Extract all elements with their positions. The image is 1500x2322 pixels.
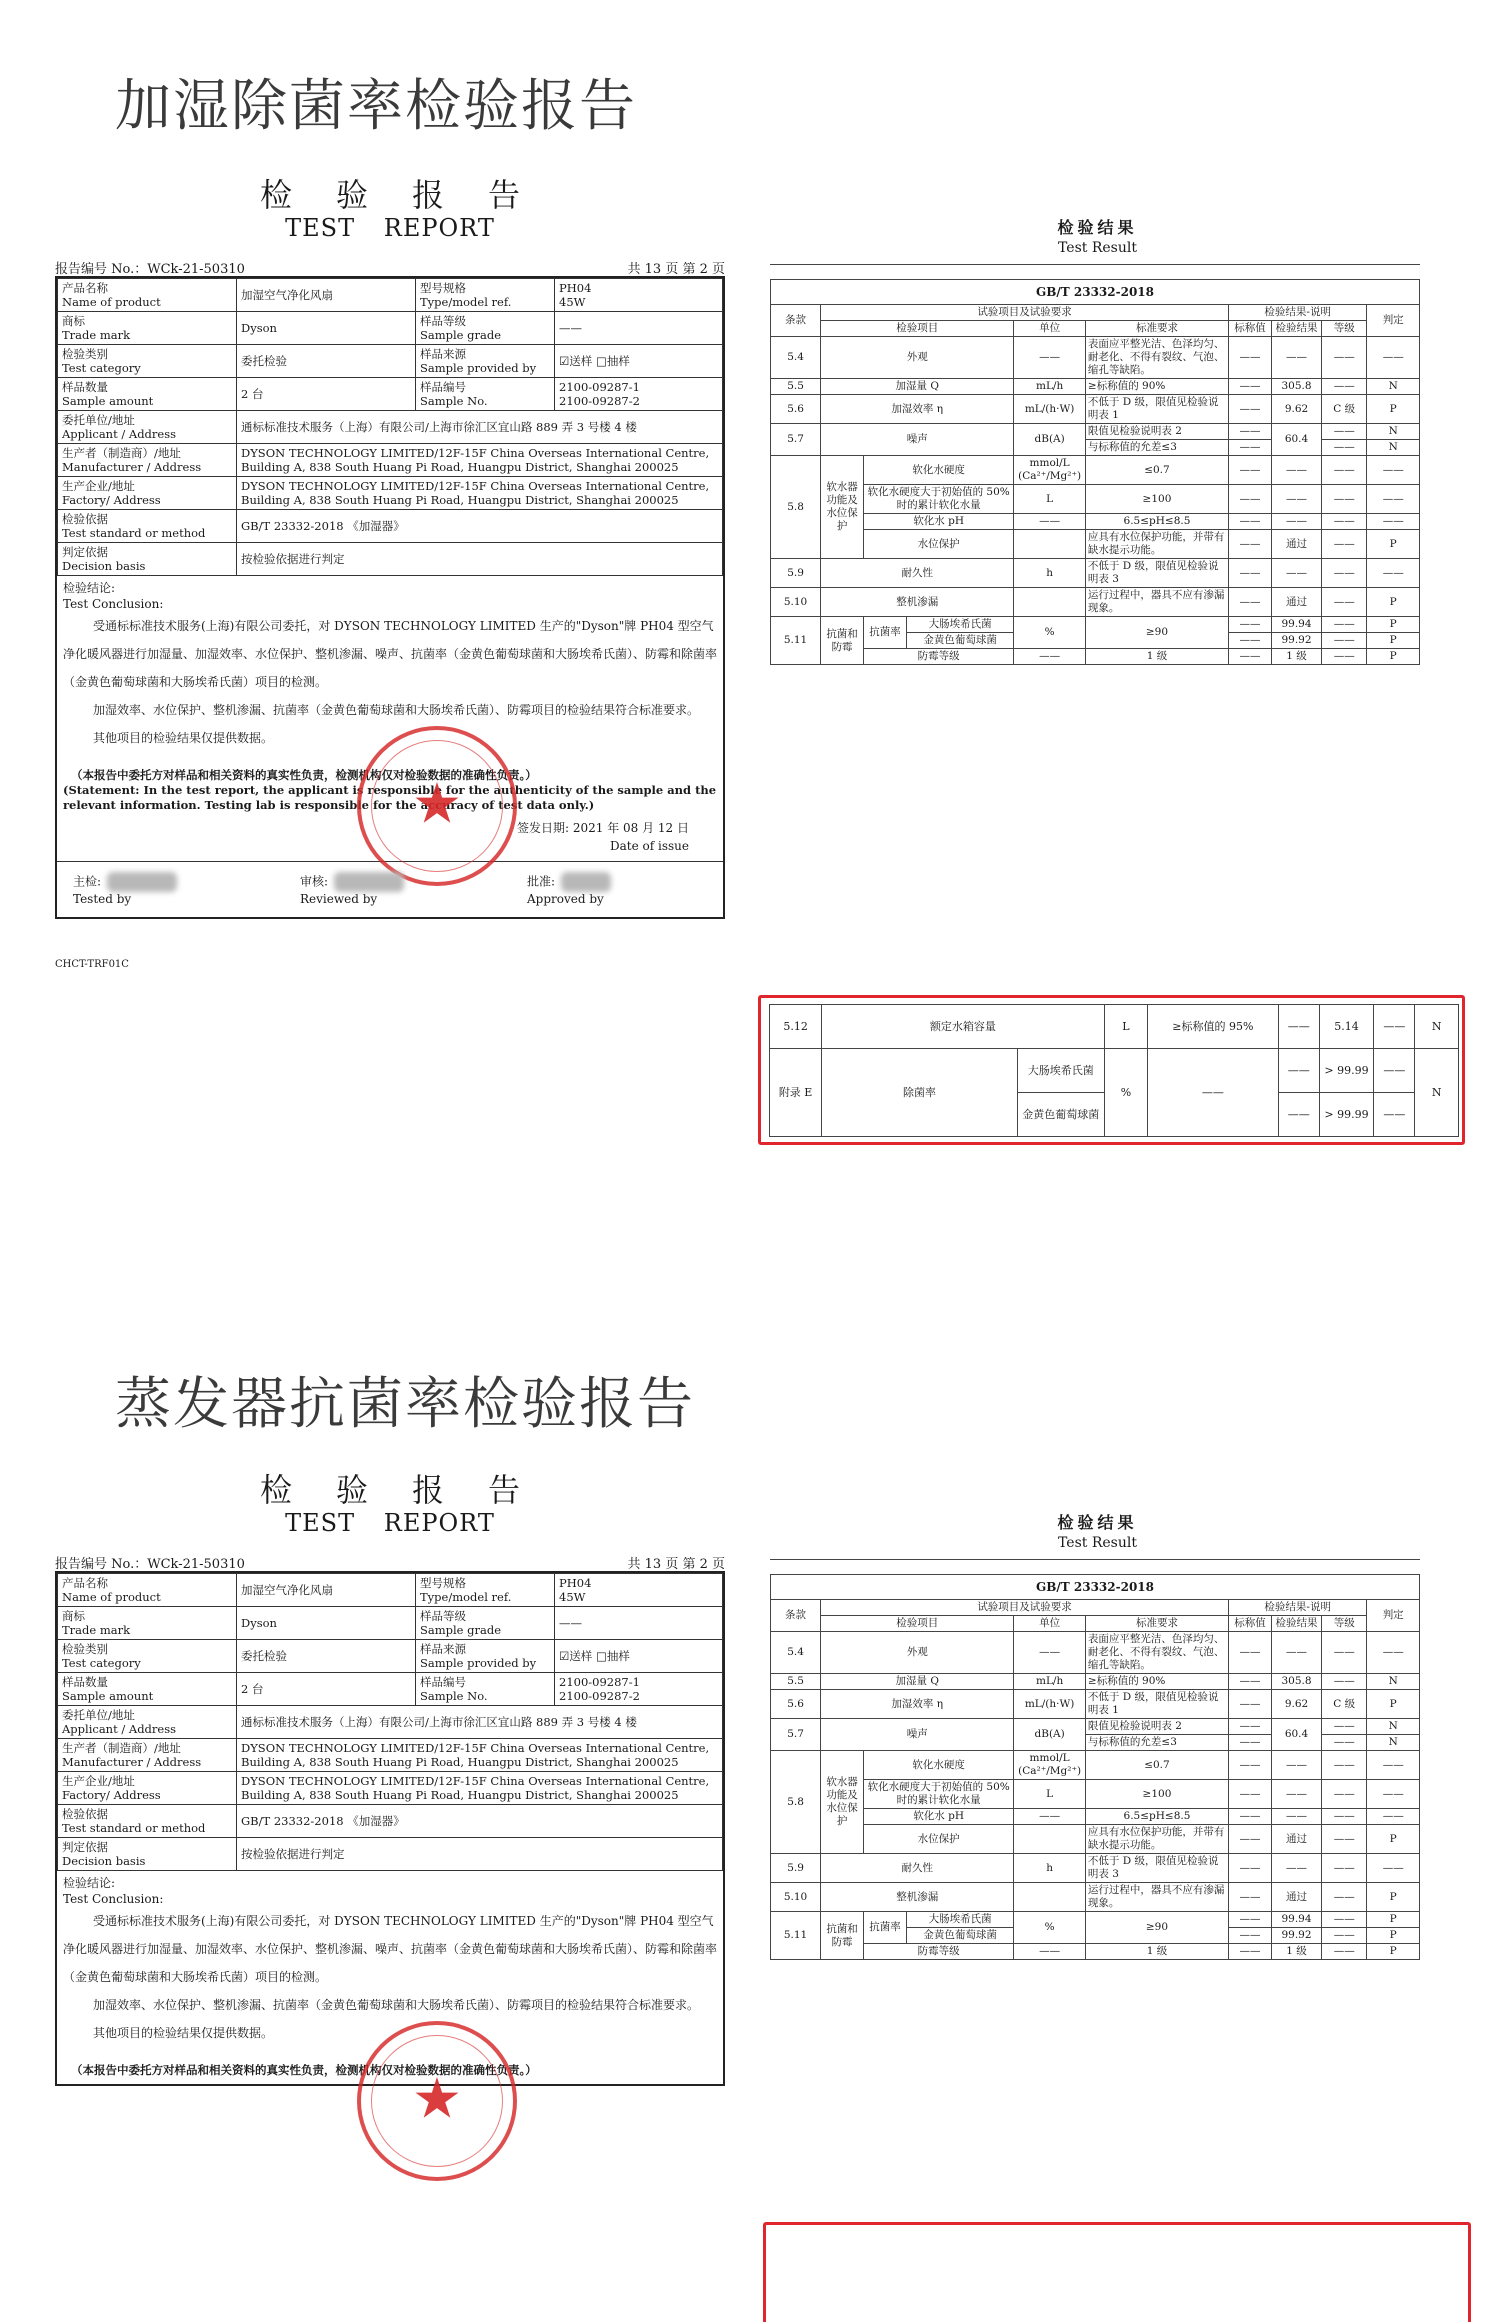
header-nominal: 标称值 [1229, 321, 1272, 337]
table-row [58, 1574, 723, 1607]
field-label: 样品来源 [420, 347, 466, 361]
table-row [58, 1607, 723, 1640]
field-label: 样品等级 [420, 1609, 466, 1623]
test-result [770, 215, 1425, 665]
field-label-en: Sample grade [420, 1623, 502, 1637]
table-row: 5.8 软水器功能及水位保护 软化水硬度 mmol/L (Ca²⁺/Mg²⁺) ≤0.7 —— —— —— —— [771, 456, 1420, 485]
report-table-box [55, 1571, 725, 2132]
result-title: 检验结果 [1057, 1513, 1138, 1532]
field-label-en: Sample No. [420, 1689, 488, 1703]
form-code: CHCT-TRF01C [55, 959, 129, 970]
signature-label: 批准: [527, 874, 556, 889]
field-value: 2100-09287-1 2100-09287-2 [555, 378, 723, 411]
conclusion-label-en: Test Conclusion: [63, 1892, 164, 1906]
table-row [58, 378, 723, 411]
highlighted-result-table [769, 1004, 1459, 1137]
field-label: 检验类别 [62, 1642, 108, 1656]
field-label: 样品来源 [420, 1642, 466, 1656]
table-row: 金黄色葡萄球菌 —— 99.92 —— P [771, 1928, 1420, 1944]
field-label-en: Test standard or method [62, 526, 206, 540]
table-row: 水位保护 应具有水位保护功能，并带有缺水提示功能。 —— 通过 —— P [771, 530, 1420, 559]
field-value: DYSON TECHNOLOGY LIMITED/12F-15F China Overseas International Centre, Building A, 838 South Huang Pi Road, Huangpu District, Shanghai 200025 [237, 1772, 723, 1805]
table-row: 5.6 加湿效率 η mL/(h·W) 不低于 D 级，限值见检验说明表 1 —— 9.62 C 级 P [771, 1690, 1420, 1719]
result-subtitle: Test Result [1058, 240, 1137, 256]
field-value: —— [555, 1607, 723, 1640]
header-grade: 等级 [1322, 1616, 1367, 1632]
field-value: 加湿空气净化风扇 [237, 1574, 416, 1607]
report-title-en: TEST REPORT [285, 1509, 495, 1537]
table-row: 软化水硬度大于初始值的 50%时的累计软化水量 L ≥100 —— —— —— —— [771, 1780, 1420, 1809]
table-row: 5.7 噪声 dB(A) 限值见检验说明表 2 —— 60.4 —— N [771, 1719, 1420, 1735]
field-value: 委托检验 [237, 345, 416, 378]
signature-approved [527, 872, 707, 907]
table-row: 5.9 耐久性 h 不低于 D 级，限值见检验说明表 3 —— —— —— —— [771, 559, 1420, 588]
report-meta [55, 258, 725, 277]
table-row: 5.8 软水器功能及水位保护 软化水硬度 mmol/L (Ca²⁺/Mg²⁺) ≤0.7 —— —— —— —— [771, 1751, 1420, 1780]
conclusion-text: 受通标标准技术服务(上海)有限公司委托，对 DYSON TECHNOLOGY LIMITED 生产的"Dyson"牌 PH04 型空气净化暖风器进行加湿量、加湿效率、水位保护、整机渗漏、噪声、抗菌率（金黄色葡萄球菌和大肠埃希氏菌）、防霉和除菌率（金黄色葡萄球菌和大肠埃希氏菌）项目的检测。 [63, 619, 718, 689]
field-label: 判定依据 [62, 1840, 108, 1854]
report-number: 报告编号 No.：WCk-21-50310 [55, 262, 245, 277]
issue-date-en: Date of issue [610, 839, 689, 853]
table-row [58, 1805, 723, 1838]
field-label: 商标 [62, 314, 85, 328]
field-value: ☑送样 □抽样 [555, 345, 723, 378]
field-value: DYSON TECHNOLOGY LIMITED/12F-15F China Overseas International Centre, Building A, 838 South Huang Pi Road, Huangpu District, Shanghai 200025 [237, 477, 723, 510]
table-row [58, 1673, 723, 1706]
table-row [58, 543, 723, 576]
table-row [58, 477, 723, 510]
report-title-cn: 检验报告 [259, 176, 564, 214]
conclusion-label: 检验结论: [63, 581, 116, 595]
field-label: 委托单位/地址 [62, 413, 135, 427]
test-report [55, 1465, 725, 2132]
table-row: 软化水 pH —— 6.5≤pH≤8.5 —— —— —— —— [771, 514, 1420, 530]
statement-en: (Statement: In the test report, the applicant is responsible for the authenticity of the sample and the relevant information. Testing lab is responsible for the accuracy of test data only.) [63, 783, 717, 812]
star-icon: ★ [411, 2066, 463, 2132]
conclusion-text: 受通标标准技术服务(上海)有限公司委托，对 DYSON TECHNOLOGY LIMITED 生产的"Dyson"牌 PH04 型空气净化暖风器进行加湿量、加湿效率、水位保护、整机渗漏、噪声、抗菌率（金黄色葡萄球菌和大肠埃希氏菌）、防霉和除菌率（金黄色葡萄球菌和大肠埃希氏菌）项目的检测。 [63, 1914, 718, 1984]
report-info-table [57, 1573, 723, 1871]
table-row: 防霉等级 —— 1 级 —— 1 级 —— P [771, 1944, 1420, 1960]
field-label-en: Type/model ref. [420, 1590, 512, 1604]
table-row: 5.11 抗菌和防霉 抗菌率 大肠埃希氏菌 % ≥90 —— 99.94 —— P [771, 1912, 1420, 1928]
field-label-en: Sample No. [420, 394, 488, 408]
field-label: 检验依据 [62, 512, 108, 526]
field-label: 样品等级 [420, 314, 466, 328]
field-label-en: Applicant / Address [62, 427, 177, 441]
field-label-en: Applicant / Address [62, 1722, 177, 1736]
field-label-en: Manufacturer / Address [62, 1755, 202, 1769]
header-results: 检验结果-说明 [1229, 305, 1367, 321]
header-req: 标准要求 [1085, 1616, 1228, 1632]
header-judge: 判定 [1367, 1600, 1420, 1632]
report-title-cn: 检验报告 [259, 1471, 564, 1509]
table-row: 5.5 加湿量 Q mL/h ≥标称值的 90% —— 305.8 —— N [771, 379, 1420, 395]
header-req: 标准要求 [1085, 321, 1228, 337]
field-label: 产品名称 [62, 1576, 108, 1590]
signature-label-en: Reviewed by [300, 892, 378, 906]
field-value: —— [555, 312, 723, 345]
field-label: 生产者（制造商）/地址 [62, 1741, 181, 1755]
result-table [770, 279, 1420, 665]
field-label: 型号规格 [420, 281, 466, 295]
header-result: 检验结果 [1271, 1616, 1321, 1632]
table-row: 5.10 整机渗漏 运行过程中，器具不应有渗漏现象。 —— 通过 —— P [771, 1883, 1420, 1912]
field-label-en: Manufacturer / Address [62, 460, 202, 474]
signature-label: 审核: [300, 874, 329, 889]
conclusion-text: 加湿效率、水位保护、整机渗漏、抗菌率（金黄色葡萄球菌和大肠埃希氏菌）、防霉项目的检验结果符合标准要求。 [93, 1998, 700, 2012]
table-row: 与标称值的允差≤3 —— —— N [771, 1735, 1420, 1751]
standard-header: GB/T 23332-2018 [771, 280, 1420, 305]
divider [770, 264, 1420, 265]
field-value: 按检验依据进行判定 [237, 543, 723, 576]
signature-label-en: Tested by [73, 892, 132, 906]
field-value: DYSON TECHNOLOGY LIMITED/12F-15F China Overseas International Centre, Building A, 838 South Huang Pi Road, Huangpu District, Shanghai 200025 [237, 1739, 723, 1772]
table-row: 金黄色葡萄球菌 —— 99.92 —— P [771, 633, 1420, 649]
field-value: DYSON TECHNOLOGY LIMITED/12F-15F China Overseas International Centre, Building A, 838 South Huang Pi Road, Huangpu District, Shanghai 200025 [237, 444, 723, 477]
field-label-en: Factory/ Address [62, 1788, 161, 1802]
field-label-en: Sample provided by [420, 1656, 537, 1670]
blurred-signature [107, 872, 177, 892]
table-row: 5.4 外观 —— 表面应平整光洁、色泽均匀、耐老化、不得有裂纹、气泡、缩孔等缺陷。 —— —— —— —— [771, 337, 1420, 379]
field-value: ☑送样 □抽样 [555, 1640, 723, 1673]
issue-date: 签发日期: 2021 年 08 月 12 日 [516, 821, 689, 835]
test-conclusion [57, 576, 723, 861]
field-label: 产品名称 [62, 281, 108, 295]
signature-reviewed [300, 872, 480, 907]
table-row: 软化水 pH —— 6.5≤pH≤8.5 —— —— —— —— [771, 1809, 1420, 1825]
highlight-frame [763, 2222, 1471, 2322]
table-row [58, 345, 723, 378]
table-row: 防霉等级 —— 1 级 —— 1 级 —— P [771, 649, 1420, 665]
table-row [58, 1838, 723, 1871]
header-nominal: 标称值 [1229, 1616, 1272, 1632]
signature-label-en: Approved by [527, 892, 604, 906]
header-items: 试验项目及试验要求 [821, 1600, 1229, 1616]
field-label: 检验依据 [62, 1807, 108, 1821]
field-label-en: Test category [62, 1656, 141, 1670]
table-row [58, 510, 723, 543]
field-label: 生产者（制造商）/地址 [62, 446, 181, 460]
field-label-en: Test standard or method [62, 1821, 206, 1835]
divider [770, 1559, 1420, 1560]
field-value: 通标标准技术服务（上海）有限公司/上海市徐汇区宜山路 889 弄 3 号楼 4 楼 [237, 1706, 723, 1739]
table-row [58, 1640, 723, 1673]
header-clause: 条款 [771, 1600, 821, 1632]
conclusion-text: 其他项目的检验结果仅提供数据。 [93, 2026, 274, 2040]
table-row: 5.7 噪声 dB(A) 限值见检验说明表 2 —— 60.4 —— N [771, 424, 1420, 440]
highlight-frame [758, 995, 1465, 1145]
star-icon: ★ [411, 771, 463, 837]
table-row: 水位保护 应具有水位保护功能，并带有缺水提示功能。 —— 通过 —— P [771, 1825, 1420, 1854]
field-value: GB/T 23332-2018 《加湿器》 [237, 510, 723, 543]
table-row: 5.6 加湿效率 η mL/(h·W) 不低于 D 级，限值见检验说明表 1 —— 9.62 C 级 P [771, 395, 1420, 424]
field-label-en: Trade mark [62, 1623, 131, 1637]
report-meta [55, 1553, 725, 1572]
result-table [770, 1574, 1420, 1960]
field-label-en: Trade mark [62, 328, 131, 342]
test-result [770, 1510, 1425, 1960]
result-title: 检验结果 [1057, 218, 1138, 237]
header-unit: 单位 [1014, 321, 1086, 337]
table-row [58, 279, 723, 312]
table-row: 5.9 耐久性 h 不低于 D 级，限值见检验说明表 3 —— —— —— —— [771, 1854, 1420, 1883]
field-label-en: Sample amount [62, 1689, 154, 1703]
field-label-en: Decision basis [62, 1854, 146, 1868]
test-conclusion [57, 1871, 723, 2132]
field-value: 2 台 [237, 378, 416, 411]
header-unit: 单位 [1014, 1616, 1086, 1632]
header-items: 试验项目及试验要求 [821, 305, 1229, 321]
field-label-en: Type/model ref. [420, 295, 512, 309]
field-label: 判定依据 [62, 545, 108, 559]
table-row [58, 1739, 723, 1772]
field-label-en: Sample amount [62, 394, 154, 408]
field-label-en: Sample provided by [420, 361, 537, 375]
header-item: 检验项目 [821, 321, 1014, 337]
conclusion-text: 加湿效率、水位保护、整机渗漏、抗菌率（金黄色葡萄球菌和大肠埃希氏菌）、防霉项目的检验结果符合标准要求。 [93, 703, 700, 717]
conclusion-label: 检验结论: [63, 1876, 116, 1890]
field-label-en: Decision basis [62, 559, 146, 573]
field-label-en: Name of product [62, 1590, 161, 1604]
field-label: 生产企业/地址 [62, 479, 135, 493]
standard-header: GB/T 23332-2018 [771, 1575, 1420, 1600]
field-value: 按检验依据进行判定 [237, 1838, 723, 1871]
header-results: 检验结果-说明 [1229, 1600, 1367, 1616]
header-item: 检验项目 [821, 1616, 1014, 1632]
table-row: 5.5 加湿量 Q mL/h ≥标称值的 90% —— 305.8 —— N [771, 1674, 1420, 1690]
blurred-signature [561, 872, 611, 892]
field-label-en: Factory/ Address [62, 493, 161, 507]
field-value: 加湿空气净化风扇 [237, 279, 416, 312]
official-seal-stamp [357, 2021, 517, 2181]
blurred-signature [334, 872, 404, 892]
field-value: GB/T 23332-2018 《加湿器》 [237, 1805, 723, 1838]
field-label: 商标 [62, 1609, 85, 1623]
table-row [58, 444, 723, 477]
table-row: 5.11 抗菌和防霉 抗菌率 大肠埃希氏菌 % ≥90 —— 99.94 —— P [771, 617, 1420, 633]
table-row: 金黄色葡萄球菌 —— > 99.99 —— [770, 1093, 1459, 1137]
field-label: 样品编号 [420, 1675, 466, 1689]
field-label: 型号规格 [420, 1576, 466, 1590]
field-label: 检验类别 [62, 347, 108, 361]
field-value: PH04 45W [555, 279, 723, 312]
table-row: 附录 E 除菌率 大肠埃希氏菌 % —— —— > 99.99 —— N [770, 1049, 1459, 1093]
page-indicator: 共 13 页 第 2 页 [627, 1557, 725, 1572]
official-seal-stamp [357, 726, 517, 886]
table-row [58, 312, 723, 345]
table-row [58, 411, 723, 444]
header-grade: 等级 [1322, 321, 1367, 337]
table-row: 软化水硬度大于初始值的 50%时的累计软化水量 L ≥100 —— —— —— —— [771, 485, 1420, 514]
section-heading: 加湿除菌率检验报告 [115, 74, 637, 139]
conclusion-label-en: Test Conclusion: [63, 597, 164, 611]
field-label-en: Sample grade [420, 328, 502, 342]
section-heading: 蒸发器抗菌率检验报告 [115, 1372, 695, 1437]
header-clause: 条款 [771, 305, 821, 337]
table-row: 与标称值的允差≤3 —— —— N [771, 440, 1420, 456]
statement-cn: （本报告中委托方对样品和相关资料的真实性负责，检测机构仅对检验数据的准确性负责。） [71, 2063, 537, 2077]
field-value: 2100-09287-1 2100-09287-2 [555, 1673, 723, 1706]
field-label: 样品编号 [420, 380, 466, 394]
field-label: 委托单位/地址 [62, 1708, 135, 1722]
field-label: 生产企业/地址 [62, 1774, 135, 1788]
field-label-en: Name of product [62, 295, 161, 309]
test-report [55, 170, 725, 970]
report-info-table [57, 278, 723, 576]
report-title-en: TEST REPORT [285, 214, 495, 242]
table-row: 5.10 整机渗漏 运行过程中，器具不应有渗漏现象。 —— 通过 —— P [771, 588, 1420, 617]
table-row: 5.4 外观 —— 表面应平整光洁、色泽均匀、耐老化、不得有裂纹、气泡、缩孔等缺陷。 —— —— —— —— [771, 1632, 1420, 1674]
field-value: PH04 45W [555, 1574, 723, 1607]
table-row: 5.12 额定水箱容量 L ≥标称值的 95% —— 5.14 —— N [770, 1005, 1459, 1049]
conclusion-text: 其他项目的检验结果仅提供数据。 [93, 731, 274, 745]
table-row [58, 1772, 723, 1805]
field-label-en: Test category [62, 361, 141, 375]
signature-tested [73, 872, 253, 907]
field-value: 委托检验 [237, 1640, 416, 1673]
header-judge: 判定 [1367, 305, 1420, 337]
report-table-box [55, 276, 725, 919]
table-row [58, 1706, 723, 1739]
page-indicator: 共 13 页 第 2 页 [627, 262, 725, 277]
result-subtitle: Test Result [1058, 1535, 1137, 1551]
header-result: 检验结果 [1271, 321, 1321, 337]
field-value: Dyson [237, 1607, 416, 1640]
field-label: 样品数量 [62, 1675, 108, 1689]
field-value: Dyson [237, 312, 416, 345]
evaporator-report-section [0, 1300, 1500, 2322]
field-label: 样品数量 [62, 380, 108, 394]
report-number: 报告编号 No.：WCk-21-50310 [55, 1557, 245, 1572]
field-value: 通标标准技术服务（上海）有限公司/上海市徐汇区宜山路 889 弄 3 号楼 4 楼 [237, 411, 723, 444]
field-value: 2 台 [237, 1673, 416, 1706]
statement-cn: （本报告中委托方对样品和相关资料的真实性负责，检测机构仅对检验数据的准确性负责。） [71, 768, 537, 782]
signature-label: 主检: [73, 874, 102, 889]
